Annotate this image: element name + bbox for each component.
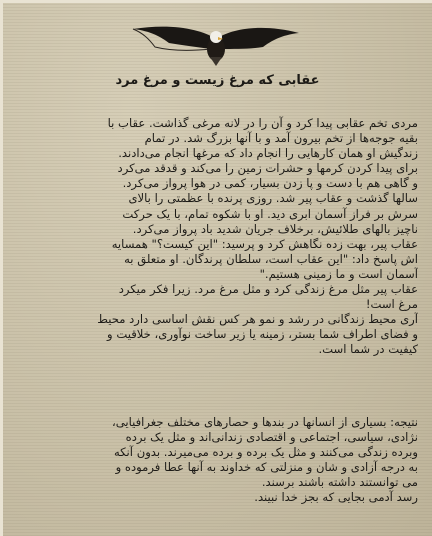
text-line: و فضای اطراف شما بستر، زمینه یا زیر ساخت نوآوری، خلاقیت و (107, 327, 418, 342)
text-line: آری محیط زندگانی در رشد و نمو هر کس نقش اساسی دارد محیط (97, 312, 418, 327)
eagle-image (131, 21, 301, 66)
text-line: عقاب پیر مثل مرغ زندگی کرد و مثل مرغ مرد. زیرا فکر میکرد (118, 282, 418, 297)
text-line: کیفیت در شما است. (318, 342, 418, 357)
text-line: بقیه جوجه‌ها از تخم بیرون آمد و با آنها بزرگ شد. در تمام (144, 131, 418, 146)
text-line: برای پیدا کردن کرمها و حشرات زمین را می‌کند و قدقد می‌کرد (117, 161, 418, 176)
text-line: مردی تخم عقابی پیدا کرد و آن را در لانه مرغی گذاشت. عقاب با (107, 116, 418, 130)
conclusion-paragraph (13, 415, 418, 506)
text-line: مرغ است! (365, 297, 418, 312)
text-line: آسمان است و ما زمینی هستیم." (259, 266, 418, 281)
text-line: و گاهی هم با دست و پا زدن بسیار، کمی در هوا پرواز می‌کرد. (122, 176, 418, 191)
text-line: رسد آدمی بجایی که بجز خدا نبیند. (254, 490, 418, 505)
page-title: عقابی که مرغ زیست و مرغ مرد (115, 73, 320, 88)
text-line: زندگیش او همان کارهایی را انجام داد که مرغها انجام می‌دادند. (118, 146, 418, 161)
text-line: اش پاسخ داد: "این عقاب است، سلطان پرندگان. او متعلق به (124, 251, 418, 266)
text-line: سالها گذشت و عقاب پیر شد. روزی پرنده با عظمتی را بالای (128, 191, 418, 206)
story-paragraph (13, 116, 418, 358)
text-line: نتیجه: بسیاری از انسانها در بندها و حصارهای مختلف جغرافیایی، (111, 415, 418, 429)
text-line: می توانستند داشته باشند برسند. (261, 475, 418, 490)
text-line: وبرده زندگی می‌کنند و مثل یک برده و برده می‌میرند. بدون آنکه (113, 445, 418, 460)
text-line: ناچیز بالهای طلائیش، برخلاف جریان شدید باد پرواز می‌کرد. (132, 221, 418, 236)
text-line: نژادی، سیاسی، اجتماعی و اقتصادی زندانی‌اند و مثل یک برده (125, 430, 418, 445)
text-line: سرش بر فراز آسمان ابری دید. او با شکوه تمام، با یک حرکت (122, 206, 418, 221)
text-line: عقاب پیر، بهت زده نگاهش کرد و پرسید: "این کیست؟" همسایه (111, 236, 418, 251)
text-line: به درجه آزادی و شان و منزلتی که خداوند به آنها عطا فرموده و (115, 460, 418, 475)
